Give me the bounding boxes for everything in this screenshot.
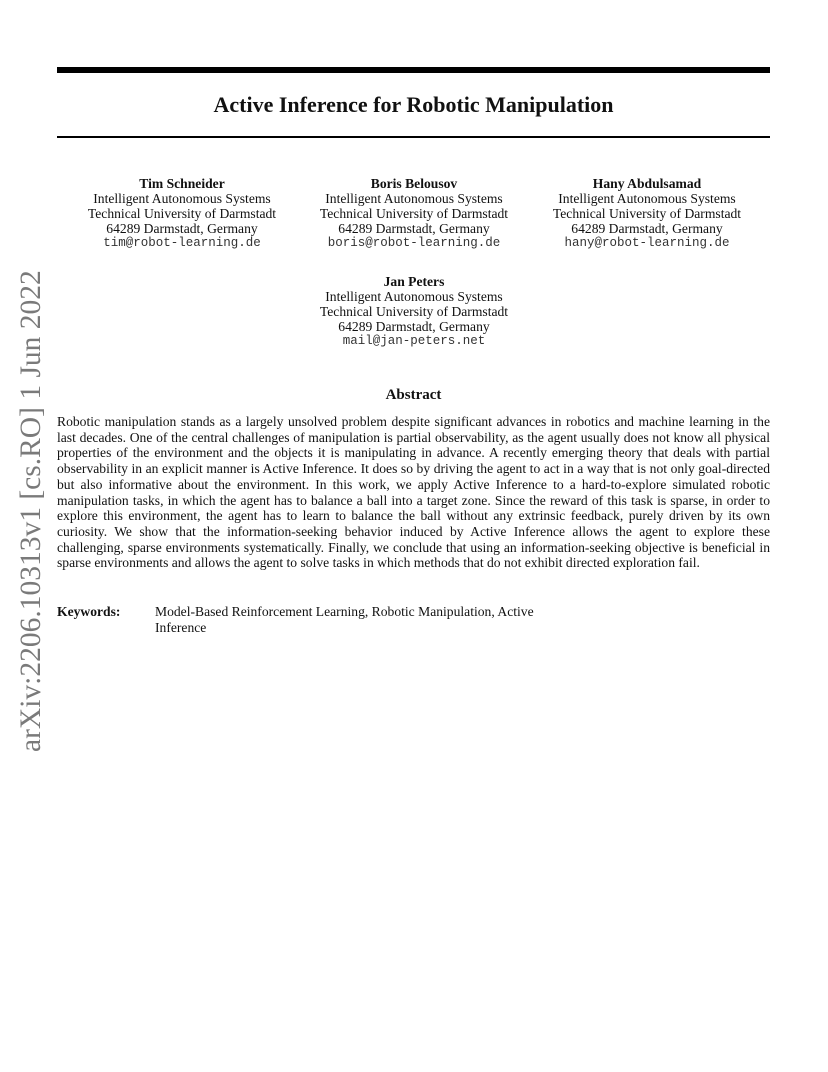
author-university: Technical University of Darmstadt	[319, 304, 509, 319]
author-city: 64289 Darmstadt, Germany	[106, 221, 258, 236]
author-lab: Intelligent Autonomous Systems	[558, 191, 736, 206]
author-city: 64289 Darmstadt, Germany	[571, 221, 723, 236]
author-city: 64289 Darmstadt, Germany	[338, 319, 490, 334]
author-name: Boris Belousov	[370, 176, 458, 191]
abstract-text: Robotic manipulation stands as a largely unsolved problem despite significant advances in robotics and machine learning in the last decades. One of the central challenges of manipulation is partial observability, as the agent usually does not know all physical properties of the environment and the objects it is manipulating in advance. A recently emerging theory that deals with partial observability in an explicit manner is Active Inference. It does so by driving the agent to act in a way that is not only goal-directed but also informative about the environment. In this work, we apply Active Inference to a hard-to-explore simulated robotic manipulation tasks, in which the agent has to balance a ball into a target zone. Since the reward of this task is sparse, in order to explore this environment, the agent has to learn to balance the ball without any extrinsic feedback, purely driven by its own curiosity. We show that the information-seeking behavior induced by Active Inference allows the agent to explore these challenging, sparse environments systematically. Finally, we conclude that using an information-seeking objective is beneficial in sparse environments and allows the agent to solve tasks in which methods that do not exhibit directed exploration fail.	[57, 414, 770, 571]
author-lab: Intelligent Autonomous Systems	[325, 289, 503, 304]
author-lab: Intelligent Autonomous Systems	[93, 191, 271, 206]
author-university: Technical University of Darmstadt	[552, 206, 742, 221]
author-university: Technical University of Darmstadt	[319, 206, 509, 221]
author-block	[294, 176, 534, 251]
author-email[interactable]: boris@robot-learning.de	[327, 236, 501, 250]
author-email[interactable]: hany@robot-learning.de	[564, 236, 730, 250]
author-lab: Intelligent Autonomous Systems	[325, 191, 503, 206]
abstract-heading: Abstract	[385, 387, 442, 403]
arxiv-identifier: arXiv:2206.10313v1 [cs.RO] 1 Jun 2022	[15, 270, 47, 752]
author-email[interactable]: mail@jan-peters.net	[342, 334, 486, 348]
author-block	[62, 176, 302, 251]
author-name: Jan Peters	[383, 274, 445, 289]
author-city: 64289 Darmstadt, Germany	[338, 221, 490, 236]
keywords-text: Model-Based Reinforcement Learning, Robotic Manipulation, Active Inference	[155, 604, 534, 635]
title-top-rule	[57, 67, 770, 73]
author-block	[294, 274, 534, 349]
keywords-label: Keywords:	[57, 604, 121, 619]
title-bottom-rule	[57, 136, 770, 138]
paper-title: Active Inference for Robotic Manipulation	[213, 92, 614, 117]
author-name: Hany Abdulsamad	[592, 176, 702, 191]
author-name: Tim Schneider	[139, 176, 225, 191]
author-block	[527, 176, 767, 251]
author-university: Technical University of Darmstadt	[87, 206, 277, 221]
author-email[interactable]: tim@robot-learning.de	[103, 236, 261, 250]
